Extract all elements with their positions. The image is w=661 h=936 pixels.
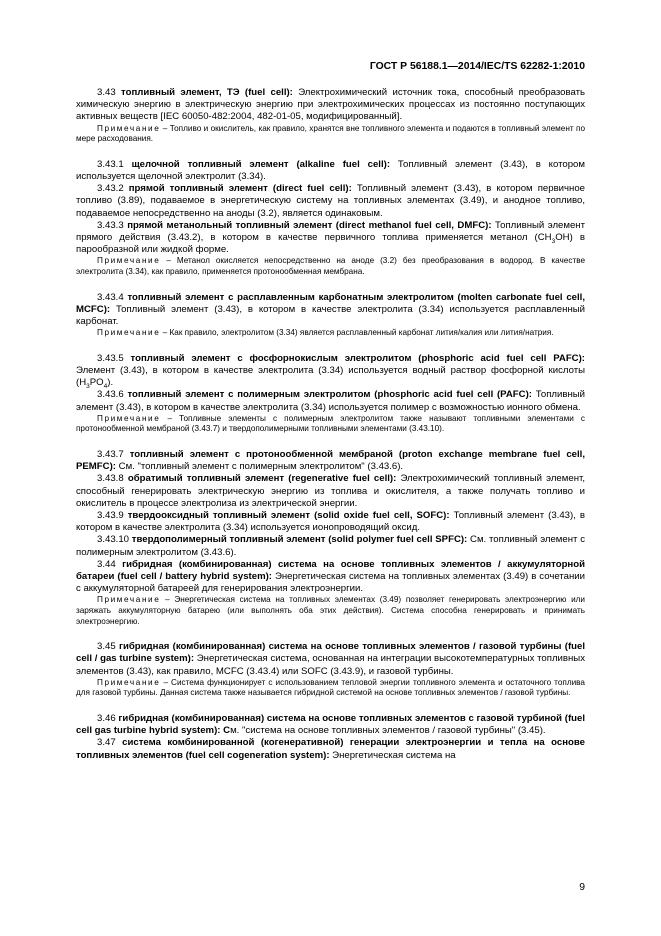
entry-definition-end: OH) в парообразной или жидкой форме. bbox=[76, 232, 585, 256]
entry-term: топливный элемент, ТЭ (fuel cell): bbox=[121, 87, 293, 98]
entry-definition: м. "система на основе топливных элементов / газовой турбины" (3.45). bbox=[230, 725, 546, 737]
entry-number: 3.45 bbox=[97, 641, 116, 653]
entry-definition: См. топливный элемент с полимерным электролитом (3.43.6). bbox=[76, 534, 585, 558]
entry-3-43-1 bbox=[76, 159, 585, 183]
entry-3-43-10 bbox=[76, 534, 585, 558]
note-label: Примечание bbox=[97, 123, 161, 133]
entry-3-45 bbox=[76, 641, 585, 678]
entry-definition: Электрохимический топливный элемент, способный генерировать электрическую энергию из топлива и окислителя, а также получать топливо и окислитель в процессе электролиза из электрической энергии. bbox=[76, 473, 585, 509]
entry-term: гибридная (комбинированная) система на основе топливных элементов / газовой турбины (fuel cell / gas turbine system): bbox=[76, 641, 585, 665]
entry-definition: Топливный элемент (3.43), в котором используется щелочной электролит (3.34). bbox=[76, 158, 585, 182]
entry-definition: Энергетическая система, основанная на интеграции высокотемпературных топливных элементов (3.43), как правило, MCFC (3.43.4) или SOFC (3.43.9), и газовой турбины. bbox=[76, 653, 585, 677]
entry-number: 3.43.9 bbox=[97, 510, 124, 522]
entry-term: гибридная (комбинированная) система на основе топливных элементов с газовой турбиной (fuel cell gas turbine hybrid system): С bbox=[76, 713, 586, 737]
entry-3-46 bbox=[76, 713, 585, 737]
note-3-43-6 bbox=[76, 414, 585, 435]
entry-number: 3.43 bbox=[97, 87, 116, 98]
entry-number: 3.43.4 bbox=[97, 291, 124, 303]
entry-definition: Энергетическая система на топливных элементах (3.49) в сочетании с аккумуляторной батареей для генерирования электроэнергии. bbox=[76, 571, 585, 595]
formula-part: PO bbox=[89, 377, 104, 389]
note-3-43-3 bbox=[76, 256, 585, 277]
entry-term: топливный элемент с расплавленным карбонатным электролитом (molten carbonate fuel cell, MCFC): bbox=[76, 291, 585, 315]
entry-number: 3.43.7 bbox=[97, 449, 124, 461]
note-3-45 bbox=[76, 678, 585, 699]
note-label: Примечание bbox=[97, 413, 161, 423]
subscript: 3 bbox=[86, 383, 90, 391]
entry-number: 3.43.5 bbox=[97, 352, 124, 364]
standard-header: ГОСТ Р 56188.1—2014/IEC/TS 62282-1:2010 bbox=[369, 61, 585, 72]
entry-3-43-9 bbox=[76, 510, 585, 534]
entry-number: 3.43.3 bbox=[97, 219, 124, 231]
entry-3-43 bbox=[76, 87, 585, 124]
note-3-44 bbox=[76, 595, 585, 627]
entry-term: гибридная (комбинированная) система на основе топливных элементов / аккумуляторной батареи (fuel cell / battery hybrid system): bbox=[76, 558, 585, 583]
entry-definition-end: ). bbox=[107, 377, 114, 389]
entry-3-47 bbox=[76, 737, 585, 761]
entry-term: топливный элемент с полимерным электролитом (phosphoric acid fuel cell (PAFC): bbox=[127, 389, 532, 401]
subscript: 3 bbox=[551, 237, 556, 245]
entry-number: 3.43.1 bbox=[97, 158, 124, 170]
note-label: Примечание bbox=[97, 256, 161, 266]
entry-term: топливный элемент с фосфорнокислым электролитом (phosphoric acid fuel cell PAFC): bbox=[130, 352, 585, 364]
subscript: 4 bbox=[103, 383, 108, 391]
note-text: – Топливные элементы с полимерным электролитом также называют топливными элементами с протонообменной мембраной (3.43.7) и твердополимерными топливными элементами (3.43.10). bbox=[76, 413, 585, 434]
entry-3-43-2 bbox=[76, 183, 585, 220]
entry-definition: Энергетическая система на bbox=[329, 749, 456, 761]
entry-definition: См. "топливный элемент с полимерным электролитом" (3.43.6). bbox=[115, 461, 404, 473]
note-3-43 bbox=[76, 124, 585, 145]
entry-term: твердооксидный топливный элемент (solid oxide fuel cell, SOFC): bbox=[127, 510, 450, 522]
document-body bbox=[76, 87, 585, 762]
entry-number: 3.43.6 bbox=[97, 389, 124, 401]
entry-3-43-8 bbox=[76, 473, 585, 510]
entry-definition: Топливный элемент (3.43), в котором первичное топливо (3.89), подаваемое в энергетическую систему на топливных элементах (3.49), и анодное топливо, подаваемое непосредственно на аноды (3.2), является одинаковым. bbox=[76, 183, 585, 219]
entry-number: 3.44 bbox=[97, 558, 116, 570]
entry-3-43-5 bbox=[76, 353, 585, 390]
entry-number: 3.43.2 bbox=[97, 183, 124, 195]
entry-term: прямой метанольный топливный элемент (direct methanol fuel cell, DMFC): bbox=[127, 219, 492, 231]
entry-3-43-3 bbox=[76, 220, 585, 257]
entry-definition: Электрохимический источник тока, способный преобразовать химическую энергию в электрическую энергию при электрохимических процессах из постоянно поступающих активных веществ [IEC 60050-482:2004, 482-01-05, модифицированный]. bbox=[76, 87, 585, 123]
entry-number: 3.43.10 bbox=[97, 534, 130, 546]
entry-definition: Топливный элемент (3.43), в котором в качестве электролита (3.34) используется расплавленный карбонат. bbox=[76, 303, 585, 328]
note-text: – Метанол окисляется непосредственно на аноде (3.2) без преобразования в водород. В качестве электролита (3.34), как правило, применяется протонообменная мембрана. bbox=[76, 256, 585, 277]
page-number: 9 bbox=[579, 882, 585, 893]
entry-number: 3.47 bbox=[97, 737, 116, 749]
entry-3-43-7 bbox=[76, 449, 585, 473]
entry-3-44 bbox=[76, 559, 585, 596]
entry-definition: Элемент (3.43), в котором в качестве электролита (3.34) используется водный раствор фосфорной кислоты (H bbox=[76, 365, 585, 389]
note-label: Примечание bbox=[97, 677, 161, 687]
note-text: – Система функционирует с использованием тепловой энергии топливного элемента и остаточного топлива для газовой турбины. Данная система также называется гибридной системой на основе топливных элементов / газовой турбины. bbox=[76, 677, 585, 698]
entry-number: 3.46 bbox=[97, 713, 116, 725]
entry-3-43-6 bbox=[76, 389, 585, 413]
entry-term: топливный элемент с протонообменной мембраной (proton exchange membrane fuel cell, PEMFC): bbox=[76, 449, 585, 473]
entry-number: 3.43.8 bbox=[97, 473, 124, 485]
entry-term: твердополимерный топливный элемент (solid polymer fuel cell SPFC): bbox=[131, 534, 468, 546]
entry-definition: Топливный элемент прямого действия (3.43.2), в котором в качестве первичного топлива применяется метанол (CH bbox=[76, 219, 585, 244]
entry-term: обратимый топливный элемент (regenerative fuel cell): bbox=[127, 473, 397, 485]
note-3-43-4 bbox=[76, 328, 585, 339]
entry-definition: Топливный элемент (3.43), в котором в качестве электролита (3.34) используется полимер с возможностью ионного обмена. bbox=[76, 389, 585, 413]
entry-term: прямой топливный элемент (direct fuel cell): bbox=[128, 183, 352, 195]
note-label: Примечание bbox=[97, 595, 161, 605]
note-text: – Энергетическая система на топливных элементах (3.49) позволяет генерировать электроэнергию или заряжать аккумуляторную батарею (или выполнять оба этих действия). Система способна генерировать и принимать электроэнергию. bbox=[76, 595, 585, 626]
note-text: – Как правило, электролитом (3.34) является расплавленный карбонат лития/калия или лития/натрия. bbox=[160, 328, 554, 338]
entry-term: система комбинированной (когенеративной) генерации электроэнергии и тепла на основе топливных элементов (fuel cell cogeneration system): bbox=[76, 737, 586, 761]
entry-definition: Топливный элемент (3.43), в котором в качестве электролита (3.34) используется ионопроводящий оксид. bbox=[76, 510, 585, 534]
note-label: Примечание bbox=[97, 328, 161, 338]
entry-3-43-4 bbox=[76, 292, 585, 329]
note-text: – Топливо и окислитель, как правило, хранятся вне топливного элемента и подаются в топливный элемент по мере расходования. bbox=[76, 123, 585, 144]
entry-term: щелочной топливный элемент (alkaline fuel cell): bbox=[131, 158, 391, 170]
